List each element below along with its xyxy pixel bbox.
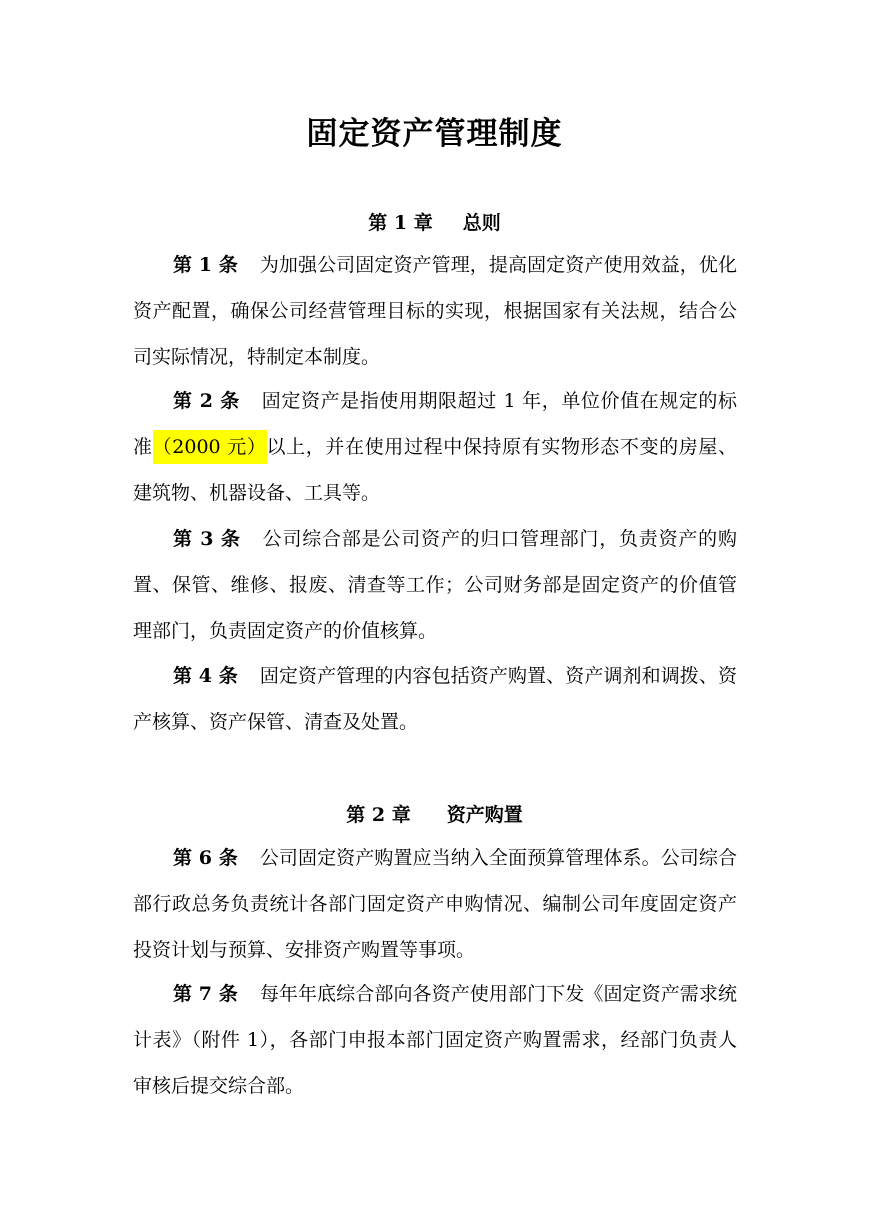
article-text: 公司固定资产购置应当纳入全面预算管理体系。公司综合部行政总务负责统计各部门固定资产申购情况、编制公司年度固定资产投资计划与预算、安排资产购置等事项。	[133, 847, 737, 961]
article-label: 第 7 条	[173, 983, 238, 1005]
article-label: 第 2 条	[173, 390, 240, 412]
highlighted-amount: （2000 元）	[153, 430, 267, 464]
article-3	[133, 516, 737, 654]
chapter-name: 总则	[462, 212, 501, 234]
article-label: 第 1 条	[173, 254, 238, 276]
article-label: 第 4 条	[173, 665, 238, 687]
chapter-1-heading	[0, 208, 869, 235]
article-6	[133, 835, 737, 973]
article-4	[133, 653, 737, 745]
document-title: 固定资产管理制度	[306, 116, 563, 152]
article-text: 固定资产管理的内容包括资产购置、资产调剂和调拨、资产核算、资产保管、清查及处置。	[133, 665, 737, 733]
article-2	[133, 378, 737, 516]
article-text: 以上，并在使用过程中保持原有实物形态不变的房屋、建筑物、机器设备、工具等。	[133, 436, 737, 504]
article-text: 每年年底综合部向各资产使用部门下发《固定资产需求统计表》（附件 1），各部门申报本部门固定资产购置需求，经部门负责人审核后提交综合部。	[133, 983, 737, 1097]
article-text: 公司综合部是公司资产的归口管理部门，负责资产的购置、保管、维修、报废、清查等工作；公司财务部是固定资产的价值管理部门，负责固定资产的价值核算。	[133, 528, 737, 642]
article-7	[133, 971, 737, 1109]
chapter-name: 资产购置	[446, 804, 523, 826]
article-label: 第 3 条	[173, 528, 241, 550]
article-text: 为加强公司固定资产管理，提高固定资产使用效益，优化资产配置，确保公司经营管理目标的实现，根据国家有关法规，结合公司实际情况，特制定本制度。	[133, 254, 737, 368]
chapter-label: 第 1 章	[368, 212, 433, 234]
article-text: 固定资产是指使用期限超过 1 年，单位价值在规定的标准	[133, 390, 738, 458]
article-1	[133, 242, 737, 380]
chapter-2-heading	[0, 800, 869, 827]
article-label: 第 6 条	[173, 847, 238, 869]
chapter-label: 第 2 章	[346, 804, 411, 826]
